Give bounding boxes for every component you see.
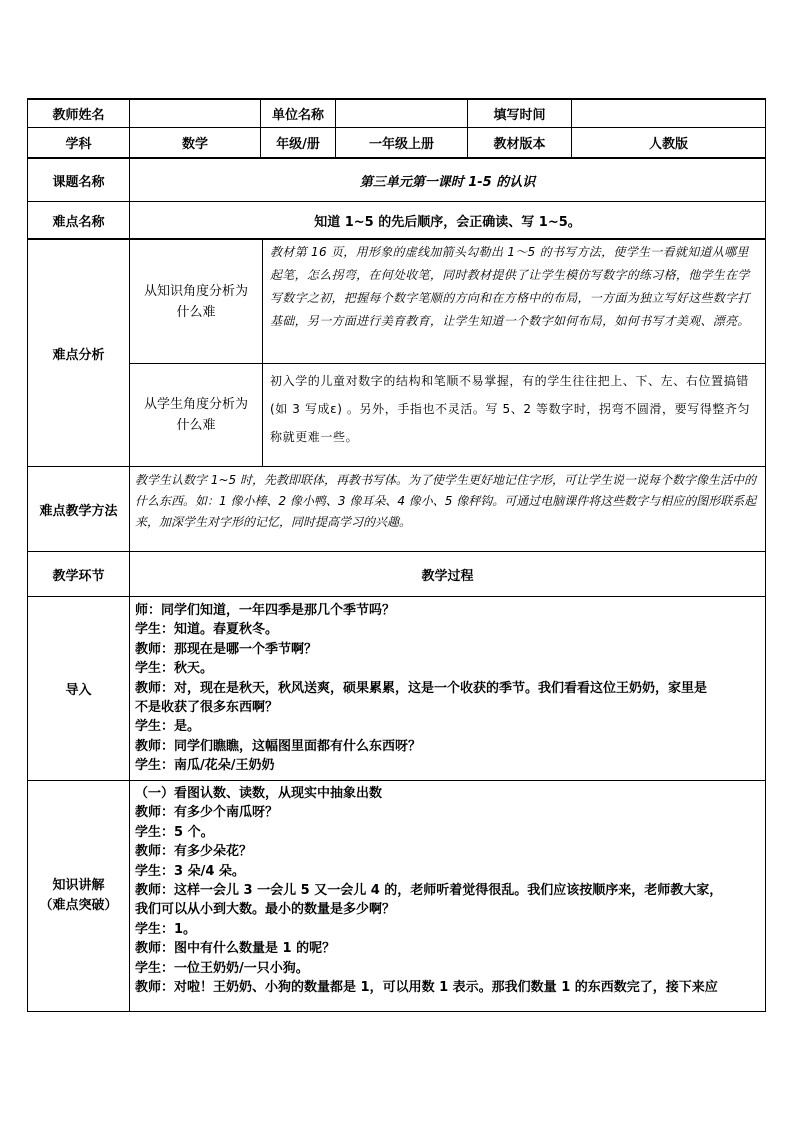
student-angle-label: 从学生角度分析为什么难	[143, 397, 248, 433]
dialogue-line: 教师：那现在是哪一个季节啊？	[135, 641, 318, 657]
dialogue-line: 教师：有多少个南瓜呀？	[135, 805, 279, 821]
teacher-name-label: 教师姓名	[52, 108, 105, 123]
knowledge-dialogue	[135, 781, 763, 1011]
dialogue-line: （一）看图认数、读数，从现实中抽象出数	[135, 786, 383, 801]
student-angle-text: 初入学的儿童对数字的结构和笔顺不易掌握，有的学生往往把上、下、左、右位置搞错(如 3 写成ε) 。另外，手指也不灵活。写 5、2 等数字时，拐弯不圆滑，要写得整齐匀称就更难一些。	[270, 374, 751, 444]
stage-header: 教学环节	[52, 568, 105, 584]
method-label: 难点教学方法	[39, 503, 118, 519]
table-border-bottom	[27, 1011, 766, 1012]
edition-label: 教材版本	[493, 137, 546, 152]
knowledge-angle-text: 教材第 16 页，用形象的虚线加箭头勾勒出 1～5 的书写方法，使学生一看就知道从哪里起笔，怎么拐弯，在何处收笔，同时教材提供了让学生模仿写数字的练习格，他学生在学写数字之初，把握每个数字笔顺的方向和在方格中的布局，一方面为独立写好这些数字打基础，另一方面进行美育教育，让学生知道一个数字如何布局，如何书写才美观、漂亮。	[270, 245, 750, 328]
date-label: 填写时间	[493, 108, 546, 123]
difficulty-label: 难点名称	[52, 214, 105, 230]
dialogue-line: 我们可以从小到大数。最小的数量是多少啊？	[135, 902, 396, 918]
intro-dialogue	[135, 597, 763, 780]
unit-value[interactable]	[336, 100, 467, 127]
knowledge-angle-label: 从知识角度分析为什么难	[143, 283, 248, 320]
dialogue-line: 学生：5 个。	[135, 824, 214, 840]
dialogue-line: 教师：对啦！王奶奶、小狗的数量都是 1，可以用数 1 表示。那我们数量 1 的东西数完了，接下来应	[135, 979, 718, 995]
dialogue-line: 学生：秋天。	[135, 661, 214, 677]
dialogue-line: 不是收获了很多东西啊？	[135, 699, 279, 715]
date-value[interactable]	[572, 100, 765, 127]
dialogue-line: 教师：图中有什么数量是 1 的呢？	[135, 941, 336, 957]
dialogue-line: 学生：1。	[135, 921, 197, 937]
knowledge-label: 知识讲解	[52, 878, 105, 893]
knowledge-sublabel: （难点突破）	[39, 898, 118, 913]
dialogue-line: 教师：有多少朵花？	[135, 844, 253, 860]
table-border-right	[765, 98, 766, 1012]
analysis-label: 难点分析	[52, 347, 105, 363]
topic-value: 第三单元第一课时 1-5 的认识	[359, 174, 536, 190]
topic-label: 课题名称	[52, 174, 105, 190]
teacher-name-value[interactable]	[130, 100, 260, 127]
column-divider	[262, 239, 263, 467]
unit-label: 单位名称	[271, 108, 324, 123]
dialogue-line: 教师：对，现在是秋天，秋风送爽，硕果累累，这是一个收获的季节。我们看看这位王奶奶，家里是	[135, 680, 708, 696]
difficulty-value: 知道 1~5 的先后顺序，会正确读、写 1~5。	[314, 214, 581, 230]
intro-label: 导入	[65, 683, 92, 698]
dialogue-line: 学生：3 朵/4 朵。	[135, 863, 245, 879]
dialogue-line: 学生：一位王奶奶/一只小狗。	[135, 960, 309, 976]
knowledge-label-cell	[28, 781, 129, 1011]
row-divider	[27, 466, 766, 467]
grade-label: 年级/册	[276, 137, 320, 152]
subject-label: 学科	[65, 137, 92, 152]
dialogue-line: 教师：同学们瞧瞧，这幅图里面都有什么东西呀？	[135, 738, 422, 754]
subject-value: 数学	[181, 137, 208, 152]
dialogue-line: 学生：是。	[135, 719, 201, 735]
grade-value: 一年级上册	[368, 137, 434, 152]
dialogue-line: 学生：知道。春夏秋冬。	[135, 622, 279, 638]
method-text: 教学生认数字 1~5 时，先教即联体，再教书写体。为了使学生更好地记住字形，可让学生说一说每个数字像生活中的什么东西。如：1 像小棒、2 像小鸭、3 像耳朵、4 像小、5 像秤钩。可通过电脑课件将这些数字与相应的图形联系起来，加深学生对字形的记忆，同时提高学习的兴趣。	[135, 473, 757, 529]
dialogue-line: 教师：这样一会儿 3 一会儿 5 又一会儿 4 的，老师听着觉得很乱。我们应该按顺序来，老师教大家，	[135, 882, 723, 898]
dialogue-line: 学生：南瓜/花朵/王奶奶	[135, 758, 275, 774]
dialogue-line: 师：同学们知道，一年四季是那几个季节吗？	[135, 603, 396, 618]
edition-value: 人教版	[648, 137, 688, 152]
process-header: 教学过程	[421, 568, 474, 584]
